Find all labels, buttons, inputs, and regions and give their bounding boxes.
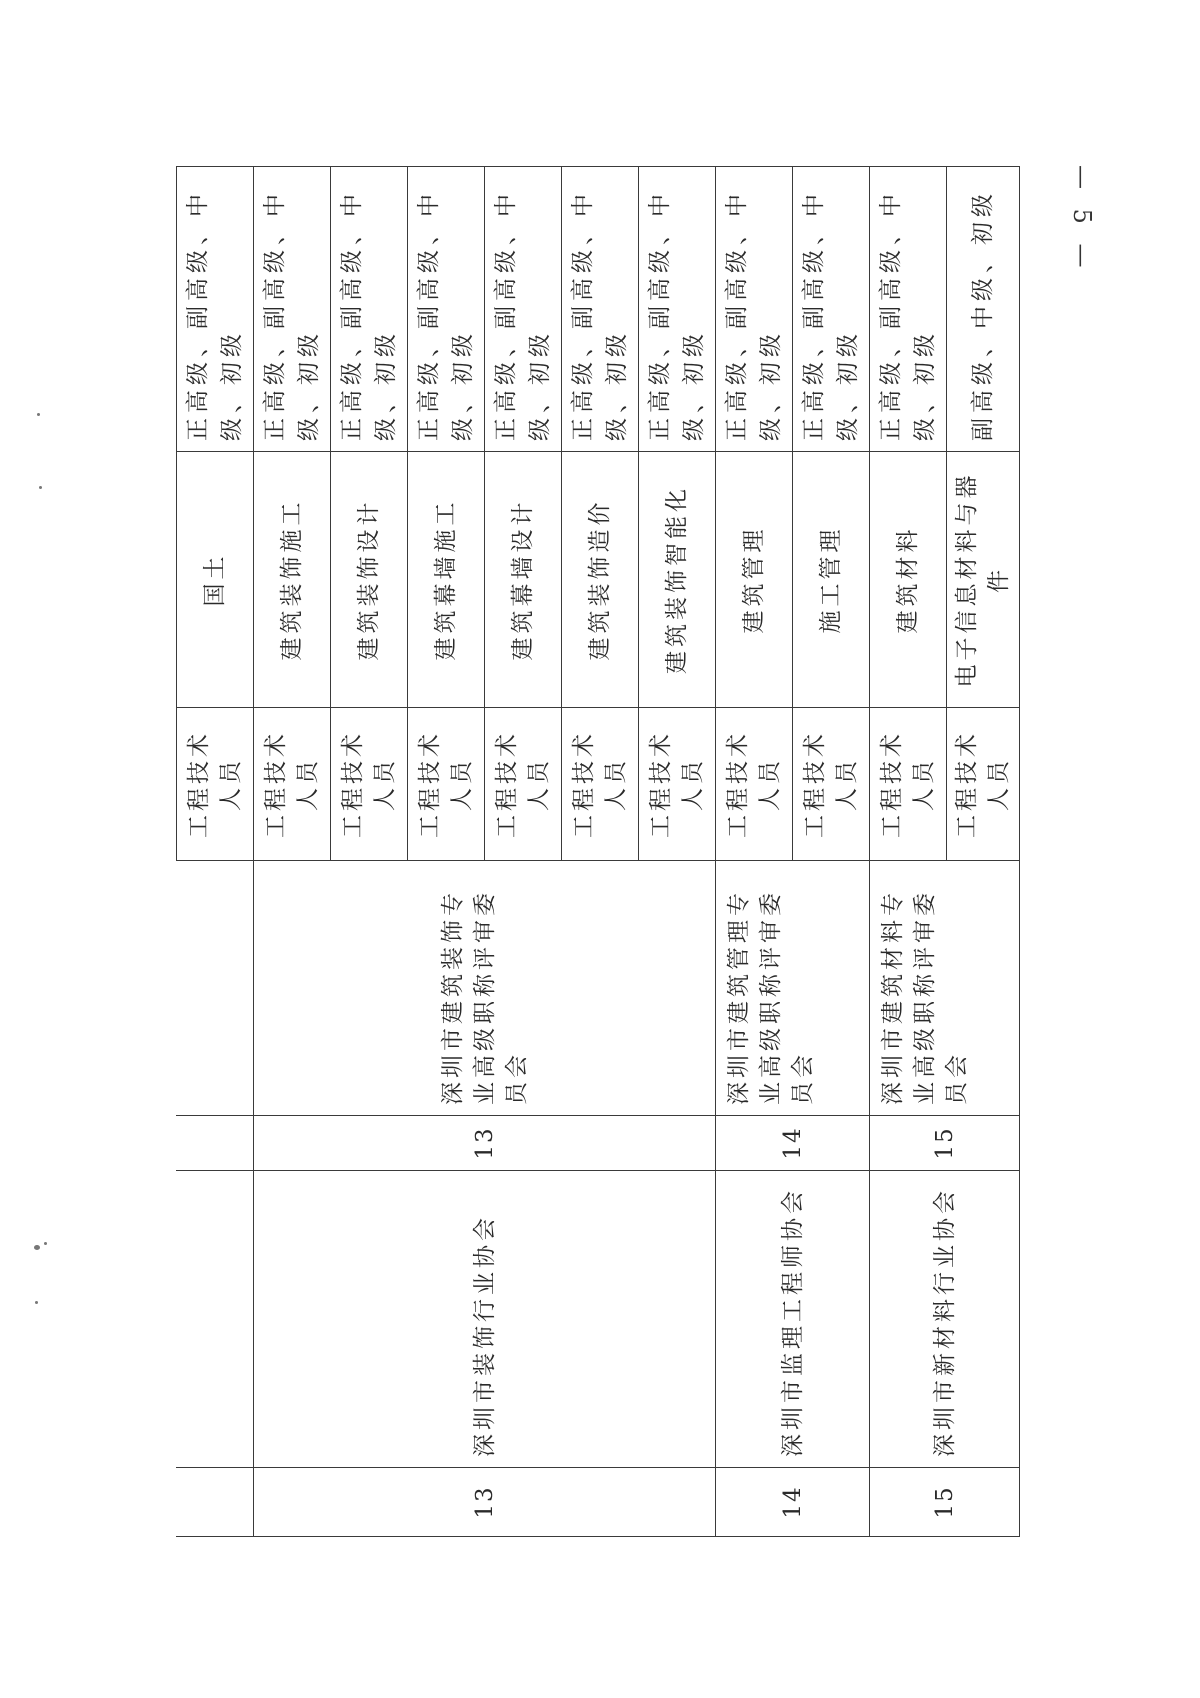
specialty-cell: 建筑幕墙设计 [485, 452, 562, 708]
committee-number-cell [177, 1116, 254, 1171]
grade-cell: 正高级、副高级、中级、初级 [408, 167, 485, 452]
grade-cell: 正高级、副高级、中级、初级 [254, 167, 331, 452]
category-cell: 工程技术人员 [639, 708, 716, 861]
grade-cell: 副高级、中级、初级 [947, 167, 1020, 452]
table-row [177, 167, 254, 1537]
committee-cell: 深圳市建筑装饰专业高级职称评审委员会 [254, 861, 716, 1116]
category-cell: 工程技术人员 [177, 708, 254, 861]
rotated-table-container [176, 167, 1012, 1537]
grade-cell: 正高级、副高级、中级、初级 [793, 167, 870, 452]
scan-speck [37, 413, 40, 416]
grade-cell: 正高级、副高级、中级、初级 [177, 167, 254, 452]
category-cell: 工程技术人员 [947, 708, 1020, 861]
category-cell: 工程技术人员 [562, 708, 639, 861]
committee-cell: 深圳市建筑材料专业高级职称评审委员会 [870, 861, 1020, 1116]
category-cell: 工程技术人员 [793, 708, 870, 861]
grade-cell: 正高级、副高级、中级、初级 [870, 167, 947, 452]
specialty-cell: 施工管理 [793, 452, 870, 708]
category-cell: 工程技术人员 [716, 708, 793, 861]
row-number-cell [177, 1468, 254, 1537]
specialty-cell: 建筑装饰设计 [331, 452, 408, 708]
committee-number-cell: 13 [254, 1116, 716, 1171]
scan-speck [39, 486, 42, 489]
association-cell [177, 1171, 254, 1468]
category-cell: 工程技术人员 [408, 708, 485, 861]
category-cell: 工程技术人员 [870, 708, 947, 861]
specialty-cell: 国土 [177, 452, 254, 708]
association-cell: 深圳市装饰行业协会 [254, 1171, 716, 1468]
specialty-cell: 建筑装饰造价 [562, 452, 639, 708]
table-row [254, 167, 331, 1537]
grade-cell: 正高级、副高级、中级、初级 [331, 167, 408, 452]
table-row [870, 167, 947, 1537]
grade-cell: 正高级、副高级、中级、初级 [716, 167, 793, 452]
grade-cell: 正高级、副高级、中级、初级 [639, 167, 716, 452]
association-cell: 深圳市新材料行业协会 [870, 1171, 1020, 1468]
specialty-cell: 建筑装饰施工 [254, 452, 331, 708]
specialty-cell: 建筑管理 [716, 452, 793, 708]
category-cell: 工程技术人员 [254, 708, 331, 861]
committee-number-cell: 14 [716, 1116, 870, 1171]
specialty-cell: 建筑材料 [870, 452, 947, 708]
scan-speck [44, 1242, 47, 1245]
specialty-cell: 电子信息材料与器件 [947, 452, 1020, 708]
specialty-cell: 建筑幕墙施工 [408, 452, 485, 708]
grade-cell: 正高级、副高级、中级、初级 [485, 167, 562, 452]
association-cell: 深圳市监理工程师协会 [716, 1171, 870, 1468]
grade-cell: 正高级、副高级、中级、初级 [562, 167, 639, 452]
committee-cell [177, 861, 254, 1116]
row-number-cell: 14 [716, 1468, 870, 1537]
qualification-table [176, 166, 1020, 1537]
page-number: — 5 — [1068, 165, 1096, 274]
category-cell: 工程技术人员 [331, 708, 408, 861]
committee-cell: 深圳市建筑管理专业高级职称评审委员会 [716, 861, 870, 1116]
row-number-cell: 13 [254, 1468, 716, 1537]
committee-number-cell: 15 [870, 1116, 1020, 1171]
scan-speck [35, 1301, 38, 1304]
table-row [716, 167, 793, 1537]
row-number-cell: 15 [870, 1468, 1020, 1537]
specialty-cell: 建筑装饰智能化 [639, 452, 716, 708]
scan-speck [34, 1245, 40, 1250]
category-cell: 工程技术人员 [485, 708, 562, 861]
